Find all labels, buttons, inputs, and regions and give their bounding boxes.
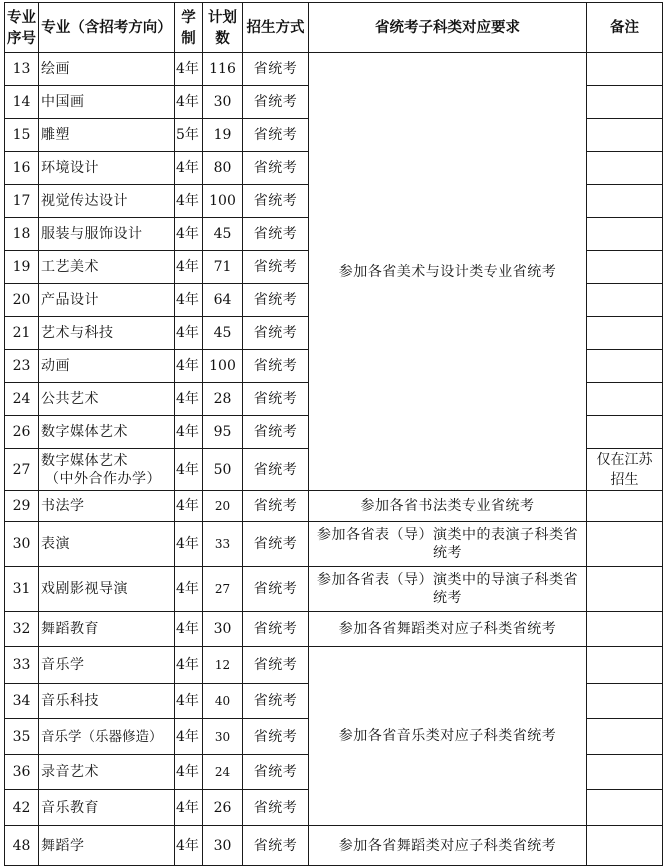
requirement-dance-edu: 参加各省舞蹈类对应子科类省统考 [309,612,587,647]
row-plan: 28 [203,383,243,416]
requirement-dance: 参加各省舞蹈类对应子科类省统考 [309,826,587,866]
row-major: 艺术与科技 [39,317,175,350]
requirement-calligraphy: 参加各省书法类专业省统考 [309,491,587,522]
row-years: 4年 [175,383,203,416]
row-note [587,416,663,449]
table-row [5,491,663,522]
row-plan: 40 [203,684,243,719]
row-note [587,119,663,152]
row-years: 4年 [175,567,203,612]
row-plan: 30 [203,86,243,119]
row-method: 省统考 [243,152,309,185]
row-note [587,522,663,567]
row-seq: 34 [5,684,39,719]
row-seq: 18 [5,218,39,251]
row-major: 舞蹈教育 [39,612,175,647]
row-major: 环境设计 [39,152,175,185]
row-plan: 95 [203,416,243,449]
header-seq-label: 专业序号 [7,8,36,47]
row-method: 省统考 [243,416,309,449]
row-plan: 100 [203,350,243,383]
row-years: 4年 [175,86,203,119]
header-seq [5,3,39,53]
row-major: 舞蹈学 [39,826,175,866]
row-plan: 33 [203,522,243,567]
header-method: 招生方式 [243,3,309,53]
row-major: 公共艺术 [39,383,175,416]
row-years: 4年 [175,790,203,826]
row-years: 4年 [175,449,203,491]
row-major: 数字媒体艺术 [39,416,175,449]
requirement-directing [309,567,587,612]
table-row [5,826,663,866]
header-years-label: 学制 [181,8,196,47]
row-note [587,790,663,826]
row-method: 省统考 [243,567,309,612]
row-seq: 19 [5,251,39,284]
row-note [587,755,663,790]
requirement-acting-text: 参加各省表（导）演类中的表演子科类省统考 [317,527,578,561]
row-method: 省统考 [243,251,309,284]
table-row [5,612,663,647]
row-plan: 64 [203,284,243,317]
row-seq: 17 [5,185,39,218]
row-years: 4年 [175,218,203,251]
row-major: 表演 [39,522,175,567]
row-years: 4年 [175,719,203,755]
row-seq: 48 [5,826,39,866]
row-major: 雕塑 [39,119,175,152]
row-years: 4年 [175,53,203,86]
row-method: 省统考 [243,826,309,866]
admission-plan-table [4,2,663,866]
row-seq: 36 [5,755,39,790]
row-note [587,53,663,86]
row-major: 服装与服饰设计 [39,218,175,251]
row-major: 音乐学（乐器修造） [39,719,175,755]
header-plan-label: 计划数 [208,8,237,47]
row-note [587,218,663,251]
row-major: 动画 [39,350,175,383]
row-plan: 30 [203,826,243,866]
row-plan: 24 [203,755,243,790]
row-note [587,185,663,218]
row-method: 省统考 [243,185,309,218]
row-note: 仅在江苏招生 [587,449,663,491]
row-major: 产品设计 [39,284,175,317]
row-plan: 50 [203,449,243,491]
row-plan: 45 [203,218,243,251]
row-plan: 27 [203,567,243,612]
row-method: 省统考 [243,719,309,755]
row-years: 4年 [175,522,203,567]
row-method: 省统考 [243,647,309,684]
row-seq: 21 [5,317,39,350]
header-row [5,3,663,53]
row-note [587,86,663,119]
row-seq: 24 [5,383,39,416]
row-years: 4年 [175,251,203,284]
row-note [587,684,663,719]
row-note [587,491,663,522]
row-plan: 71 [203,251,243,284]
row-method: 省统考 [243,491,309,522]
table-row [5,53,663,86]
row-method: 省统考 [243,86,309,119]
header-major: 专业（含招考方向） [39,3,175,53]
row-method: 省统考 [243,449,309,491]
row-years: 4年 [175,647,203,684]
row-note [587,284,663,317]
row-note [587,317,663,350]
requirement-directing-text: 参加各省表（导）演类中的导演子科类省统考 [317,572,578,606]
row-major [39,449,175,491]
row-major: 录音艺术 [39,755,175,790]
row-seq: 29 [5,491,39,522]
row-years: 4年 [175,826,203,866]
table-row [5,522,663,567]
requirement-music: 参加各省音乐类对应子科类省统考 [309,647,587,826]
row-years: 4年 [175,755,203,790]
row-plan: 80 [203,152,243,185]
row-method: 省统考 [243,684,309,719]
row-major: 音乐科技 [39,684,175,719]
header-requirement: 省统考子科类对应要求 [309,3,587,53]
row-note [587,647,663,684]
row-years: 4年 [175,684,203,719]
row-major: 工艺美术 [39,251,175,284]
row-note [587,383,663,416]
table-row [5,567,663,612]
row-years: 4年 [175,284,203,317]
row-method: 省统考 [243,522,309,567]
row-method: 省统考 [243,317,309,350]
row-seq: 42 [5,790,39,826]
row-method: 省统考 [243,218,309,251]
row-seq: 16 [5,152,39,185]
row-note [587,826,663,866]
row-years: 5年 [175,119,203,152]
row-method: 省统考 [243,755,309,790]
row-note [587,567,663,612]
row-seq: 20 [5,284,39,317]
row-method: 省统考 [243,612,309,647]
row-note [587,350,663,383]
row-plan: 12 [203,647,243,684]
row-method: 省统考 [243,350,309,383]
row-method: 省统考 [243,119,309,152]
row-years: 4年 [175,416,203,449]
row-plan: 30 [203,719,243,755]
row-plan: 45 [203,317,243,350]
row-years: 4年 [175,491,203,522]
row-major: 书法学 [39,491,175,522]
header-note: 备注 [587,3,663,53]
row-seq: 23 [5,350,39,383]
row-major: 视觉传达设计 [39,185,175,218]
row-major-sub: （中外合作办学） [45,470,161,487]
row-plan: 100 [203,185,243,218]
row-plan: 19 [203,119,243,152]
row-method: 省统考 [243,53,309,86]
row-seq: 30 [5,522,39,567]
row-years: 4年 [175,317,203,350]
row-plan: 30 [203,612,243,647]
row-major-line: 数字媒体艺术 [41,452,128,469]
row-plan: 116 [203,53,243,86]
header-years [175,3,203,53]
row-seq: 15 [5,119,39,152]
row-years: 4年 [175,612,203,647]
row-years: 4年 [175,185,203,218]
row-years: 4年 [175,152,203,185]
row-method: 省统考 [243,790,309,826]
row-seq: 32 [5,612,39,647]
row-note [587,719,663,755]
row-years: 4年 [175,350,203,383]
row-seq: 14 [5,86,39,119]
row-seq: 26 [5,416,39,449]
row-method: 省统考 [243,284,309,317]
row-seq: 35 [5,719,39,755]
row-major: 戏剧影视导演 [39,567,175,612]
row-note [587,251,663,284]
row-seq: 13 [5,53,39,86]
row-major: 中国画 [39,86,175,119]
row-major: 绘画 [39,53,175,86]
requirement-acting [309,522,587,567]
row-note [587,612,663,647]
row-plan: 26 [203,790,243,826]
row-major: 音乐学 [39,647,175,684]
row-seq: 33 [5,647,39,684]
table-row [5,647,663,684]
row-major: 音乐教育 [39,790,175,826]
row-seq: 31 [5,567,39,612]
row-seq: 27 [5,449,39,491]
row-note [587,152,663,185]
row-plan: 20 [203,491,243,522]
header-plan [203,3,243,53]
row-method: 省统考 [243,383,309,416]
requirement-art-design: 参加各省美术与设计类专业省统考 [309,53,587,491]
